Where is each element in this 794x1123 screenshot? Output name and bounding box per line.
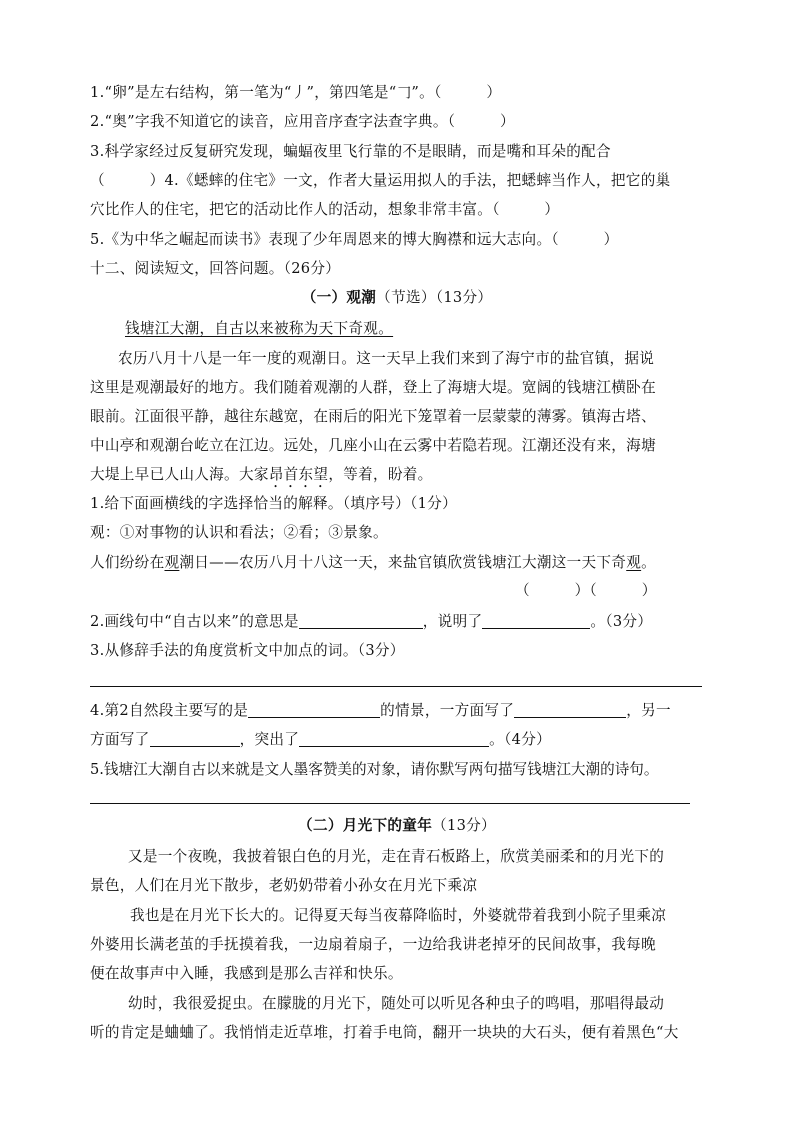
judge-question-3: 3.科学家经过反复研究发现，蝙蝠夜里飞行靠的不是眼睛，而是嘴和耳朵的配合 <box>90 143 611 160</box>
answer-blank[interactable] <box>248 701 380 718</box>
dotted-words: 昂首东望 <box>268 466 329 483</box>
passage-2-title-score: （13分） <box>432 817 496 834</box>
passage-2-title <box>0 815 794 837</box>
text-segment: 4.第2自然段主要写的是 <box>90 702 249 719</box>
answer-blank[interactable] <box>482 612 590 629</box>
passage-1-line: 眼前。江面很平静，越往东越宽，在雨后的阳光下笼罩着一层蒙蒙的薄雾。镇海古塔、 <box>90 408 656 425</box>
question-1-options: 观：①对事物的认识和看法；②看；③景象。 <box>90 524 388 541</box>
answer-blank[interactable] <box>299 730 489 747</box>
question-4-cont <box>90 729 704 751</box>
passage-1-title <box>0 287 794 309</box>
judge-question-2: 2.“奥”字我不知道它的读音，应用音序查字法查字典。（ ） <box>90 113 515 130</box>
answer-line[interactable] <box>90 803 690 804</box>
text-segment: ，突出了 <box>239 731 300 748</box>
text-segment: ，等着，盼着。 <box>328 466 433 483</box>
underlined-char: 观 <box>164 554 180 571</box>
text-segment: 。 <box>641 554 657 571</box>
judge-question-5: 5.《为中华之崛起而读书》表现了少年周恩来的博大胸襟和远大志向。（ ） <box>90 231 619 248</box>
text-segment: ，说明了 <box>422 613 483 630</box>
text-segment: 大堤上早已人山人海。大家 <box>90 466 269 483</box>
passage-2-line: 听的肯定是蛐蛐了。我悄悄走近草堆，打着手电筒，翻开一块块的大石头，便有着黑色“大 <box>90 1024 679 1041</box>
text-segment: ，另一 <box>626 702 671 719</box>
text-segment: 。（4分） <box>489 731 552 748</box>
passage-1-line: 农历八月十八是一年一度的观潮日。这一天早上我们来到了海宁市的盐官镇，据说 <box>118 350 655 367</box>
text-segment: 2.画线句中“自古以来”的意思是 <box>90 613 299 630</box>
section-heading: 十二、阅读短文，回答问题。（26分） <box>90 260 341 277</box>
text-segment: 人们纷纷在 <box>90 554 165 571</box>
answer-blank[interactable] <box>299 612 423 629</box>
answer-blank[interactable] <box>514 701 626 718</box>
question-4 <box>90 700 704 722</box>
judge-question-1: 1.“卵”是左右结构，第一笔为“丿”，第四笔是“𠃌”。（ ） <box>90 84 502 101</box>
passage-2-line: 我也是在月光下长大的。记得夏天每当夜幕降临时，外婆就带着我到小院子里乘凉 <box>130 907 667 924</box>
passage-1-line: 这里是观潮最好的地方。我们随着观潮的人群，登上了海塘大堤。宽阔的钱塘江横卧在 <box>90 379 656 396</box>
passage-1-title-main: （一）观潮 <box>301 289 377 306</box>
text-segment: 。（3分） <box>590 613 653 630</box>
question-2 <box>90 611 704 633</box>
passage-2-title-main: （二）月光下的童年 <box>298 817 433 834</box>
passage-1-underlined-sentence <box>125 318 739 340</box>
passage-2-line: 景色，人们在月光下散步，老奶奶带着小孙女在月光下乘凉 <box>90 877 478 894</box>
passage-2-line: 幼时，我很爱捉虫。在朦胧的月光下，随处可以听见各种虫子的鸣唱，那唱得最动 <box>128 995 665 1012</box>
passage-1-line: 中山亭和观潮台屹立在江边。远处，几座小山在云雾中若隐若现。江潮还没有来，海塘 <box>90 437 656 454</box>
passage-2-line: 便在故事声中入睡，我感到是那么吉祥和快乐。 <box>90 965 403 982</box>
judge-question-4-cont: 穴比作人的住宅，把它的活动比作人的活动，想象非常丰富。（ ） <box>90 201 560 218</box>
text-segment: 的情景，一方面写了 <box>380 702 515 719</box>
answer-line[interactable] <box>90 686 702 687</box>
underlined-char: 观 <box>626 554 642 571</box>
answer-brackets[interactable]: （ ）（ ） <box>515 582 657 599</box>
question-3: 3.从修辞手法的角度赏析文中加点的词。（3分） <box>90 642 405 659</box>
text-segment: 潮日——农历八月十八这一天，来盐官镇欣赏钱塘江大潮这一天下奇 <box>179 554 627 571</box>
passage-1-line-last <box>90 464 704 491</box>
question-1-sentence <box>90 552 704 574</box>
passage-2-line: 外婆用长满老茧的手抚摸着我，一边扇着扇子，一边给我讲老掉牙的民间故事，我每晚 <box>90 936 656 953</box>
question-1: 1.给下面画横线的字选择恰当的解释。（填序号）（1分） <box>90 495 457 512</box>
question-5: 5.钱塘江大潮自古以来就是文人墨客赞美的对象，请你默写两句描写钱塘江大潮的诗句。 <box>90 761 659 778</box>
passage-2-line: 又是一个夜晚，我披着银白色的月光，走在青石板路上，欣赏美丽柔和的月光下的 <box>128 848 665 865</box>
underlined-sentence: 钱塘江大潮，自古以来被称为天下奇观。 <box>125 320 394 337</box>
judge-question-4: （ ）4.《蟋蟀的住宅》一文，作者大量运用拟人的手法，把蟋蟀当作人，把它的巢 <box>90 172 671 189</box>
answer-blank[interactable] <box>150 730 240 747</box>
passage-1-title-score: （节选）（13分） <box>376 289 493 306</box>
text-segment: 方面写了 <box>90 731 150 748</box>
